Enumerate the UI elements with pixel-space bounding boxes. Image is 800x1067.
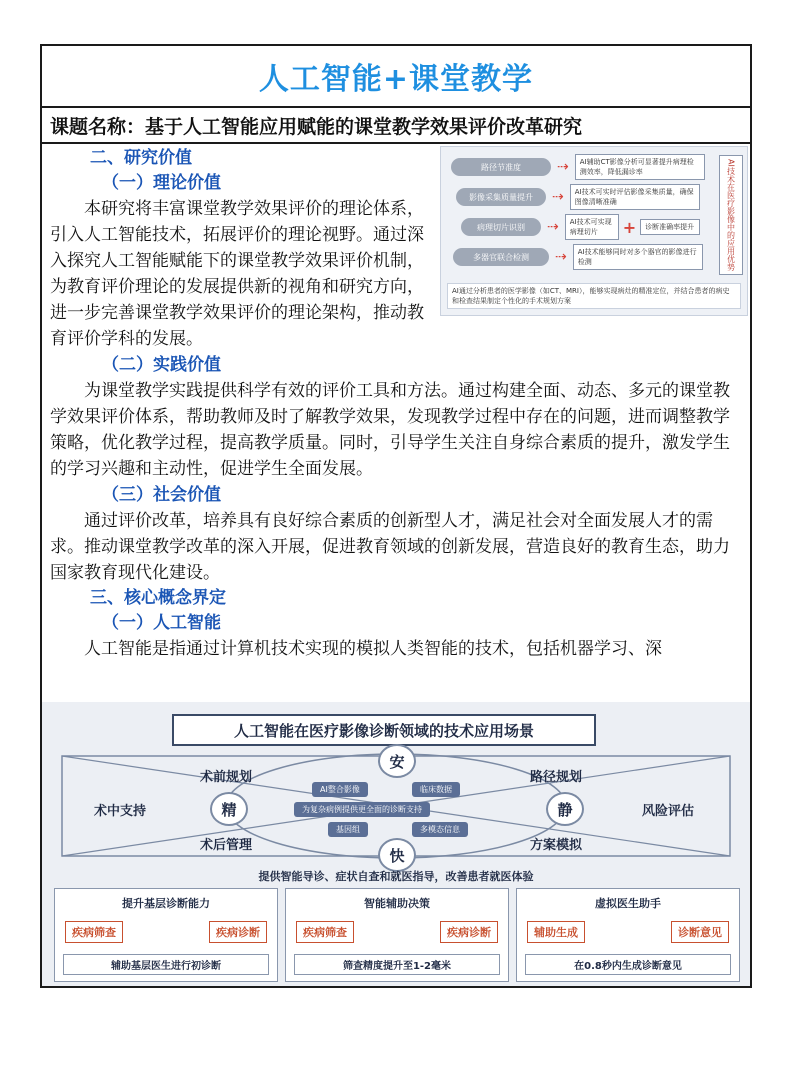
column-heading: 智能辅助决策 [364,897,430,910]
figure-row [451,215,700,239]
document-body [42,144,750,662]
diagram-label: 术前规划 [200,770,253,785]
diagram-node: 精 [210,792,248,826]
figure-row [451,185,700,209]
application-column [54,888,278,982]
funnel-label: 路径节准度 [451,158,551,176]
arrow-icon: ⇢ [555,249,567,265]
paragraph: 通过评价改革，培养具有良好综合素质的创新型人才，满足社会对全面发展人才的需求。推动课堂教学改革的深入开展，促进教育领域的创新发展，营造良好的教育生态，助力国家教育现代化建设。 [50,511,730,583]
paragraph: 本研究将丰富课堂教学效果评价的理论体系，引入人工智能技术，拓展评价的理论视野。通过深入探究人工智能赋能下的课堂教学效果评价机制，为教育评价理论的发展提供新的视角和研究方向，进一步完善课堂教学效果评价的理论架构，推动教育评价学科的发展。 [50,199,424,349]
diagram-pill: 临床数据 [412,782,460,797]
diagram-pill: 为复杂病例提供更全面的诊断支持 [294,802,430,817]
funnel-label: 多器官联合检测 [453,248,549,266]
application-column [285,888,509,982]
plus-icon: + [622,217,637,237]
diagram-label: 风险评估 [642,804,695,819]
diagram-pill: 基因组 [328,822,368,837]
column-tag: 疾病筛查 [296,921,354,943]
diagram-pill: AI整合影像 [312,782,368,797]
subsection-heading: （一）人工智能 [102,613,221,633]
diagram-node: 安 [378,744,416,778]
column-tag: 疾病筛查 [65,921,123,943]
figure-row [451,155,705,179]
document-frame [40,44,752,988]
document-title: 人工智能+课堂教学 [258,62,534,97]
column-tag: 疾病诊断 [440,921,498,943]
diagram-node: 静 [546,792,584,826]
arrow-icon: ⇢ [552,189,564,205]
column-tag: 疾病诊断 [209,921,267,943]
section-heading: 二、研究价值 [90,148,192,168]
figure-box: AI技术可实时评估影像采集质量，确保图像清晰准确 [570,184,700,210]
figure-box: 诊断准确率提升 [640,219,700,235]
column-footer: 筛查精度提升至1-2毫米 [294,954,500,975]
column-footer: 在0.8秒内生成诊断意见 [525,954,731,975]
subsection-heading: （三）社会价值 [102,485,221,505]
application-column [516,888,740,982]
column-heading: 提升基层诊断能力 [122,897,210,910]
column-footer: 辅助基层医生进行初诊断 [63,954,269,975]
title-row [42,46,750,108]
column-heading: 虚拟医生助手 [595,897,661,910]
figure-row [451,245,703,269]
diagram-label: 路径规划 [530,770,583,785]
subtitle-row [42,108,750,144]
column-tag: 辅助生成 [527,921,585,943]
diagram-node: 快 [378,838,416,872]
funnel-label: 影像采集质量提升 [456,188,546,206]
figure-box: AI技术能够同时对多个器官的影像进行检测 [573,244,703,270]
arrow-icon: ⇢ [557,159,569,175]
figure-ai-advantages [440,146,748,316]
paragraph: 人工智能是指通过计算机技术实现的模拟人类智能的技术，包括机器学习、深 [84,639,662,659]
diagram-label: 方案模拟 [530,838,583,853]
column-tag: 诊断意见 [671,921,729,943]
project-title: 课题名称：基于人工智能应用赋能的课堂教学效果评价改革研究 [50,115,583,138]
figure-sidebar: AI技术在医疗影像中的应用优势 [719,155,743,275]
diagram-label: 术中支持 [94,804,147,819]
arrow-icon: ⇢ [547,219,559,235]
figure-caption: AI通过分析患者的医学影像（如CT、MRI），能够实现病灶的精准定位，并结合患者的病史和检查结果制定个性化的手术规划方案 [447,283,741,309]
figure-title: 人工智能在医疗影像诊断领域的技术应用场景 [172,714,596,746]
paragraph: 为课堂教学实践提供科学有效的评价工具和方法。通过构建全面、动态、多元的课堂教学效果评价体系，帮助教师及时了解教学效果，发现教学过程中存在的问题，进而调整教学策略，优化教学过程，提高教学质量。同时，引导学生关注自身综合素质的提升，激发学生的学习兴趣和主动性，促进学生全面发展。 [50,381,730,479]
figure-box: AI辅助CT影像分析可显著提升病理检测效率，降低漏诊率 [575,154,705,180]
diagram-pill: 多模态信息 [412,822,468,837]
figure-medical-imaging [42,702,750,988]
diagram-banner: 提供智能导诊、症状自查和就医指导，改善患者就医体验 [258,870,534,883]
subsection-heading: （二）实践价值 [102,355,221,375]
funnel-label: 病理切片识别 [461,218,541,236]
figure-box: AI技术可实现病理切片 [565,214,619,240]
diagram-label: 术后管理 [200,838,253,853]
subsection-heading: （一）理论价值 [102,173,221,193]
section-heading: 三、核心概念界定 [90,588,226,608]
